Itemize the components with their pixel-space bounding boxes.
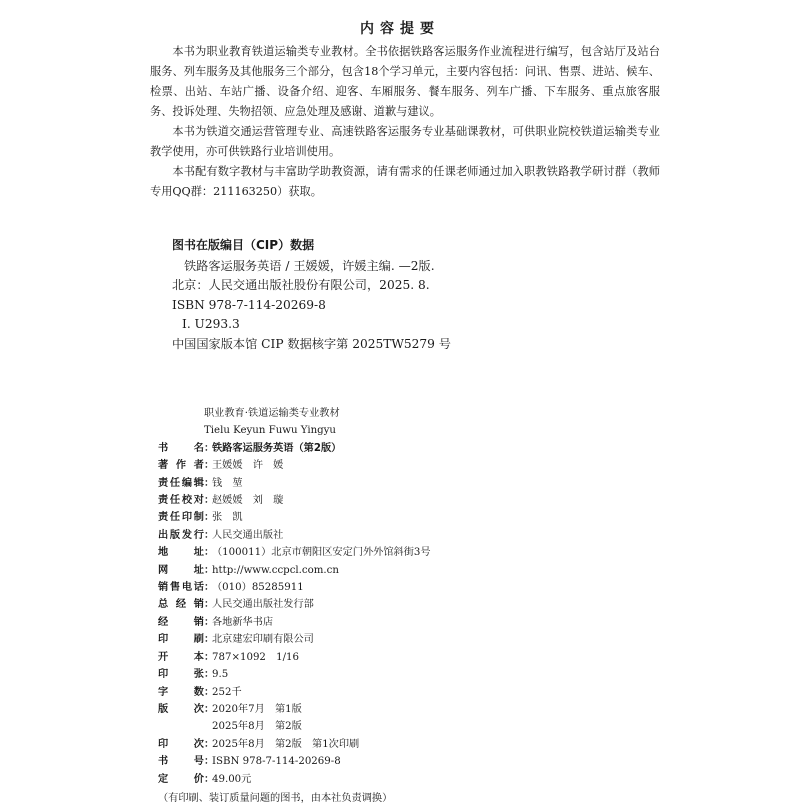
copyright-row-value: （010）85285911 <box>212 582 304 594</box>
copyright-row-label: 版次 <box>158 703 204 715</box>
copyright-row-label: 印张 <box>158 669 204 681</box>
copyright-row-label: 总经销 <box>158 599 204 611</box>
copyright-row <box>158 649 718 666</box>
copyright-row-value: 王媛媛 许 媛 <box>212 460 284 472</box>
copyright-row-label: 责任编辑 <box>158 477 204 489</box>
copyright-row-colon: ： <box>204 616 215 628</box>
series-name: 职业教育·铁道运输类专业教材 <box>204 408 340 419</box>
copyright-row <box>158 475 718 492</box>
copyright-row-value: 铁路客运服务英语（第2版） <box>212 442 342 454</box>
copyright-row-label: 开本 <box>158 651 204 663</box>
cip-block <box>172 236 732 354</box>
copyright-row-value: http://www.ccpcl.com.cn <box>212 564 339 576</box>
summary-paragraph-1: 本书为职业教育铁道运输类专业教材。全书依据铁路客运服务作业流程进行编写，包含站厅及站台服务、列车服务及其他服务三个部分，包含18个学习单元，主要内容包括：问讯、售票、进站、候车、检票、出站、车站广播、设备介绍、迎客、车厢服务、餐车服务、列车广播、下车服务、重点旅客服务、投诉处理、失物招领、应急处理及感谢、道歉与建议。 <box>150 45 660 118</box>
copyright-row-label: 经销 <box>158 616 204 628</box>
copyright-row-colon: ： <box>204 442 215 454</box>
copyright-row <box>158 614 718 631</box>
copyright-row-value: 787×1092 1/16 <box>212 651 299 663</box>
copyright-row-colon: ： <box>204 495 215 507</box>
copyright-row <box>158 596 718 613</box>
copyright-row <box>158 579 718 596</box>
copyright-row-colon: ： <box>204 547 215 559</box>
cip-publisher-line: 北京：人民交通出版社股份有限公司，2025. 8. <box>172 278 430 292</box>
cip-isbn-line: ISBN 978-7-114-20269-8 <box>172 297 326 312</box>
copyright-row <box>158 666 718 683</box>
copyright-row <box>158 527 718 544</box>
copyright-row-label: 书名 <box>158 442 204 454</box>
copyright-row <box>158 771 718 788</box>
copyright-row-colon: ： <box>204 669 215 681</box>
copyright-row-colon: ： <box>204 529 215 541</box>
copyright-row <box>158 736 718 753</box>
summary-body <box>150 42 660 202</box>
copyright-row-label: 著作者 <box>158 460 204 472</box>
copyright-row <box>158 457 718 474</box>
copyright-row-value: 钱 堃 <box>212 477 243 489</box>
copyright-row-value: 252千 <box>212 686 242 698</box>
copyright-row-colon: ： <box>204 651 215 663</box>
copyright-row-colon: ： <box>204 582 215 594</box>
copyright-row-value: 北京建宏印刷有限公司 <box>212 634 314 646</box>
copyright-row-colon: ： <box>204 634 215 646</box>
cip-title-line: 铁路客运服务英语 / 王媛媛，许媛主编. —2版. <box>184 258 435 273</box>
copyright-row-colon: ： <box>204 703 215 715</box>
copyright-row-value: 张 凯 <box>212 512 243 524</box>
copyright-row-label: 责任印制 <box>158 512 204 524</box>
copyright-row-colon: ： <box>204 599 215 611</box>
copyright-row-label: 印刷 <box>158 634 204 646</box>
copyright-row-colon: ： <box>204 564 215 576</box>
cip-record-number-line: 中国国家版本馆 CIP 数据核字第 2025TW5279 号 <box>172 336 451 351</box>
copyright-row-value: 49.00元 <box>212 773 252 785</box>
copyright-row-label: 责任校对 <box>158 495 204 507</box>
copyright-row-value: 人民交通出版社发行部 <box>212 599 314 611</box>
copyright-row-colon: ： <box>204 773 215 785</box>
copyright-row-label: 出版发行 <box>158 529 204 541</box>
copyright-row-label: 印次 <box>158 738 204 750</box>
copyright-row-label: 销售电话 <box>158 582 204 594</box>
copyright-row-colon: ： <box>204 686 215 698</box>
copyright-row-value: 9.5 <box>212 669 229 681</box>
copyright-row-value: 各地新华书店 <box>212 616 274 628</box>
copyright-row <box>158 562 718 579</box>
copyright-row <box>158 631 718 648</box>
copyright-row <box>158 684 718 701</box>
copyright-row: 2025年8月 第2版 <box>212 721 302 733</box>
copyright-row-label: 地址 <box>158 547 204 559</box>
copyright-row-value: 2020年7月 第1版 <box>212 703 302 715</box>
copyright-row-label: 网址 <box>158 564 204 576</box>
summary-paragraph-3: 本书配有数字教材与丰富助学助教资源，请有需求的任课老师通过加入职教铁路教学研讨群（教师专用QQ群：211163250）获取。 <box>150 165 660 198</box>
copyright-row-colon: ： <box>204 738 215 750</box>
copyright-block <box>158 405 718 807</box>
title-pinyin: Tielu Keyun Fuwu Yingyu <box>204 425 336 437</box>
quality-notice: （有印刷、装订质量问题的图书，由本社负责调换） <box>158 792 393 804</box>
copyright-row-colon: ： <box>204 477 215 489</box>
copyright-row <box>158 492 718 509</box>
summary-paragraph-2: 本书为铁道交通运营管理专业、高速铁路客运服务专业基础课教材，可供职业院校铁道运输类专业教学使用，亦可供铁路行业培训使用。 <box>150 125 660 158</box>
copyright-row-value: 赵媛媛 刘 璇 <box>212 495 284 507</box>
copyright-row-value: 2025年8月 第2版 第1次印刷 <box>212 738 360 750</box>
copyright-row-value: ISBN 978-7-114-20269-8 <box>212 756 341 768</box>
copyright-row-colon: ： <box>204 756 215 768</box>
copyright-row <box>158 440 718 457</box>
copyright-row <box>158 701 718 718</box>
copyright-row <box>158 509 718 526</box>
copyright-row <box>158 753 718 770</box>
cip-title: 图书在版编目（CIP）数据 <box>172 238 315 252</box>
copyright-row-label: 字数 <box>158 686 204 698</box>
summary-title: 内容提要 <box>360 21 440 37</box>
copyright-row-colon: ： <box>204 460 215 472</box>
copyright-row-value: （100011）北京市朝阳区安定门外外馆斜街3号 <box>212 547 431 559</box>
copyright-row-label: 定价 <box>158 773 204 785</box>
copyright-row-colon: ： <box>204 512 215 524</box>
copyright-row-label: 书号 <box>158 756 204 768</box>
cip-classification-line: Ⅰ. U293.3 <box>182 317 240 331</box>
copyright-row-value: 人民交通出版社 <box>212 529 284 541</box>
copyright-rows <box>158 440 718 788</box>
copyright-row <box>158 544 718 561</box>
